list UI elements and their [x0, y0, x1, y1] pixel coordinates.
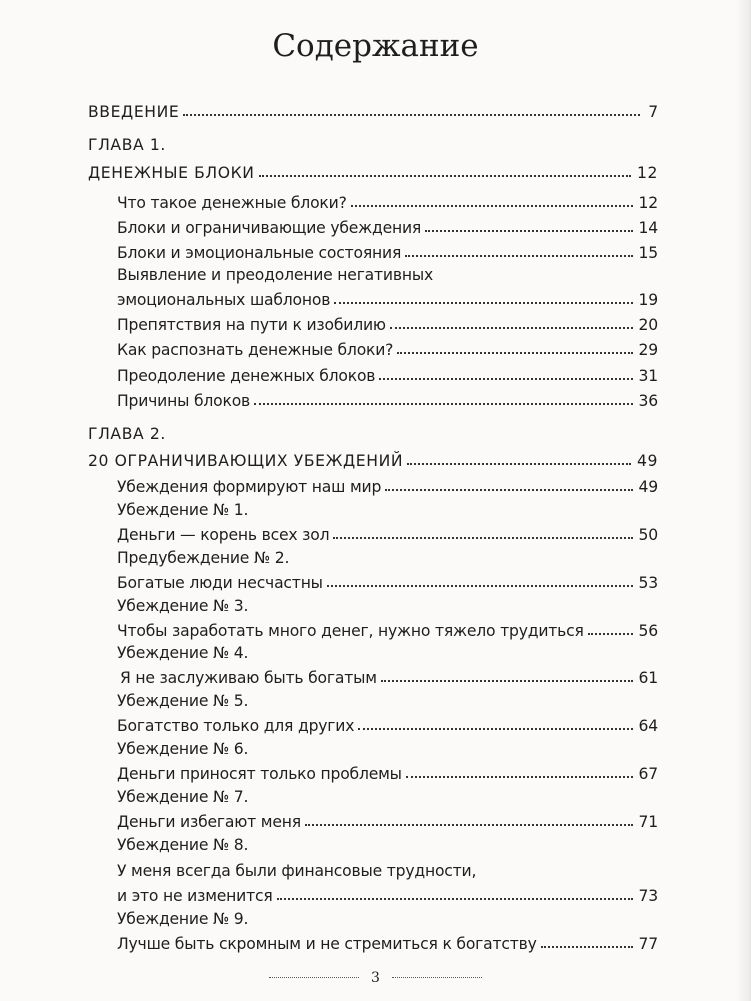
toc-page-number: 67	[635, 765, 658, 783]
dot-leader	[327, 585, 633, 587]
toc-entry-label: ДЕНЕЖНЫЕ БЛОКИ	[88, 164, 255, 182]
dot-leader	[254, 403, 633, 405]
toc-page-number: 36	[635, 392, 658, 410]
toc-entry[interactable]	[117, 929, 658, 953]
toc-entry-label: Препятствия на пути к изобилию	[117, 316, 386, 334]
toc-page-number: 73	[635, 887, 658, 905]
toc-entry-label: Лучше быть скромным и не стремиться к богатству	[117, 935, 537, 953]
toc-page-number: 29	[635, 341, 658, 359]
toc-entry-label: Как распознать денежные блоки?	[117, 341, 394, 359]
toc-entry-line: Убеждение № 5.	[117, 692, 249, 710]
toc-entry-label: Чтобы заработать много денег, нужно тяжело трудиться	[117, 622, 584, 640]
toc-entry-line: Убеждение № 6.	[117, 740, 249, 758]
toc-entry-label: Что такое денежные блоки?	[117, 194, 347, 212]
dot-leader	[541, 946, 633, 948]
toc-entry-label: Богатые люди несчастны	[117, 574, 323, 592]
toc-entry[interactable]	[117, 310, 658, 334]
dot-leader	[183, 114, 640, 116]
toc-entry-label: ВВЕДЕНИЕ	[88, 103, 180, 121]
toc-entry[interactable]	[117, 568, 658, 592]
toc-entry[interactable]	[117, 472, 658, 496]
dot-leader	[406, 776, 633, 778]
toc-entry-label: эмоциональных шаблонов	[117, 291, 331, 309]
toc-entry[interactable]	[117, 285, 658, 309]
dot-leader	[385, 489, 632, 491]
toc-entry-label: Я не заслуживаю быть богатым	[120, 669, 377, 687]
toc-entry-label: Деньги избегают меня	[117, 813, 301, 831]
toc-entry-label: Блоки и ограничивающие убеждения	[117, 219, 422, 237]
toc-entry-line: У меня всегда были финансовые трудности,	[117, 862, 477, 880]
toc-entry[interactable]	[117, 616, 658, 640]
toc-entry-line: Выявление и преодоление негативных	[117, 266, 433, 284]
dot-leader	[405, 255, 632, 257]
toc-page-number: 77	[635, 935, 658, 953]
dot-leader	[379, 378, 632, 380]
toc-page-number: 12	[635, 194, 658, 212]
toc-entry-label: и это не изменится	[117, 887, 273, 905]
toc-entry[interactable]	[117, 520, 658, 544]
toc-entry[interactable]	[117, 711, 658, 735]
dot-leader	[333, 537, 632, 539]
dot-leader	[397, 352, 632, 354]
toc-entry-label: Убеждения формируют наш мир	[117, 478, 382, 496]
toc-entry[interactable]	[117, 213, 658, 237]
toc-entry-line: Убеждение № 9.	[117, 910, 249, 928]
toc-page-number: 19	[635, 291, 658, 309]
toc-page-number: 14	[635, 219, 658, 237]
toc-entry[interactable]	[117, 188, 658, 212]
toc-entry[interactable]	[117, 881, 658, 905]
toc-entry-label: Блоки и эмоциональные состояния	[117, 244, 402, 262]
toc-entry-label: Причины блоков	[117, 392, 251, 410]
chapter-heading: ГЛАВА 2.	[88, 425, 166, 443]
dot-leader	[425, 230, 632, 232]
toc-entry[interactable]	[117, 759, 658, 783]
toc-page-number: 12	[633, 164, 658, 182]
toc-entry-label: Деньги — корень всех зол	[117, 526, 330, 544]
toc-page-number: 61	[635, 669, 658, 687]
toc-page-number: 7	[642, 103, 658, 121]
dot-leader	[381, 680, 633, 682]
dot-leader	[305, 824, 633, 826]
dot-leader	[588, 633, 633, 635]
dot-leader	[358, 728, 632, 730]
dot-leader	[351, 205, 633, 207]
toc-entry[interactable]	[117, 386, 658, 410]
toc-page-number: 15	[635, 244, 658, 262]
toc-entry-label: Деньги приносят только проблемы	[117, 765, 402, 783]
toc-entry-chapter-2[interactable]	[88, 446, 658, 470]
chapter-heading: ГЛАВА 1.	[88, 136, 166, 154]
page-crease	[736, 0, 750, 1001]
toc-entry-line: Убеждение № 7.	[117, 788, 249, 806]
page-number: 3	[371, 970, 380, 986]
toc-entry-chapter-1[interactable]	[88, 158, 658, 182]
toc-page-number: 31	[635, 367, 658, 385]
dot-leader	[407, 463, 631, 465]
toc-entry[interactable]	[117, 238, 658, 262]
toc-entry-line: Убеждение № 4.	[117, 644, 249, 662]
toc-entry-introduction[interactable]	[88, 97, 658, 121]
toc-page-number: 49	[635, 478, 658, 496]
dot-leader	[390, 327, 633, 329]
footer-ornament-right	[392, 977, 482, 979]
toc-entry-label: 20 ОГРАНИЧИВАЮЩИХ УБЕЖДЕНИЙ	[88, 452, 404, 470]
page-title: Содержание	[272, 28, 479, 64]
toc-page-number: 50	[635, 526, 658, 544]
toc-page-number: 71	[635, 813, 658, 831]
toc-entry-label: Богатство только для других	[117, 717, 355, 735]
dot-leader	[277, 898, 633, 900]
toc-entry[interactable]	[117, 335, 658, 359]
toc-entry[interactable]	[120, 663, 658, 687]
toc-entry-line: Убеждение № 3.	[117, 597, 249, 615]
toc-entry[interactable]	[117, 361, 658, 385]
toc-page-number: 53	[635, 574, 658, 592]
page-footer	[0, 970, 751, 986]
toc-page-number: 49	[633, 452, 658, 470]
toc-entry-line: Предубеждение № 2.	[117, 549, 290, 567]
dot-leader	[259, 175, 631, 177]
toc-entry[interactable]	[117, 807, 658, 831]
toc-page-number: 56	[635, 622, 658, 640]
toc-page-number: 20	[635, 316, 658, 334]
toc-entry-line: Убеждение № 8.	[117, 836, 249, 854]
toc-entry-line: Убеждение № 1.	[117, 501, 249, 519]
footer-ornament-left	[269, 977, 359, 979]
toc-entry-label: Преодоление денежных блоков	[117, 367, 376, 385]
toc-page-number: 64	[635, 717, 658, 735]
dot-leader	[334, 302, 632, 304]
